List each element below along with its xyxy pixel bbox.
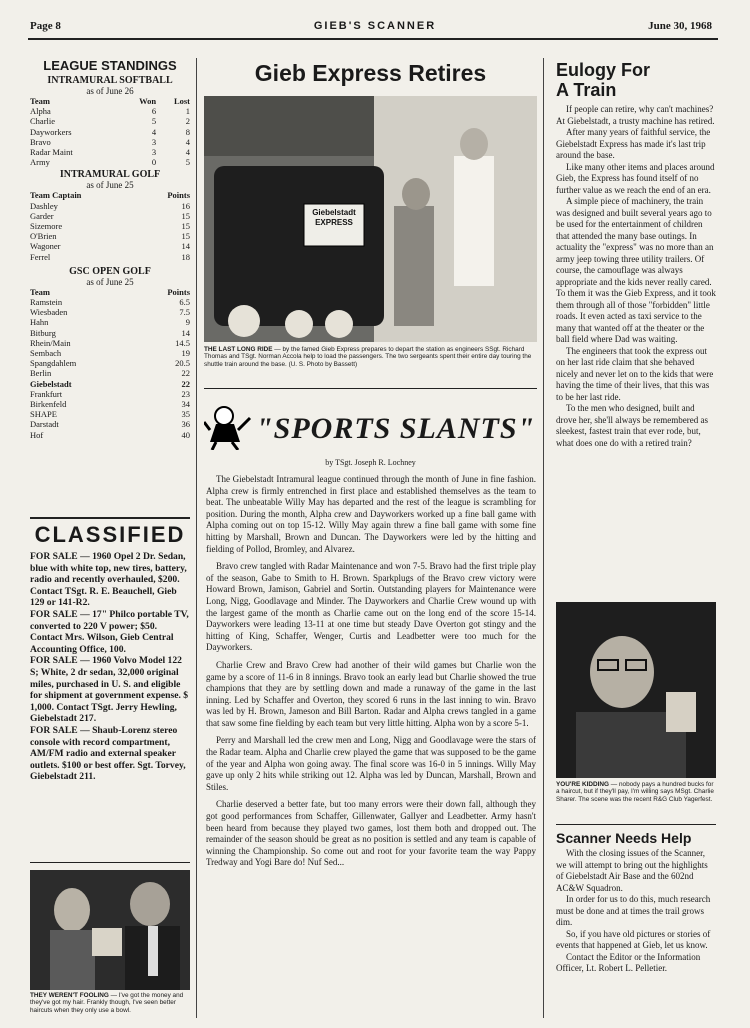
- haircut-photo: [30, 870, 190, 990]
- header-rule: [28, 38, 718, 40]
- table-cell: Berlin: [30, 368, 52, 379]
- article-paragraph: Perry and Marshall led the crew men and Long, Nigg and Goodlavage were the stars of the Radar team. Alpha and Charlie crew played the game that was supposed to be the game of the year and Alpha won going away. The final score was 16-0 in 5 innings. Willy May gave up only 2 hits while striking out 12. Alpha was led by Duncan, Marshall, Brown and Stiles.: [206, 735, 536, 792]
- standings-title: LEAGUE STANDINGS: [43, 58, 177, 73]
- table-cell: 19: [181, 348, 190, 359]
- table-cell: Giebelstadt: [30, 378, 72, 389]
- table-cell: Hof: [30, 429, 44, 440]
- open-golf-title: GSC OPEN GOLF: [69, 265, 151, 277]
- table-cell: 15: [181, 221, 190, 232]
- table-row: [30, 211, 190, 221]
- table-row: [30, 358, 190, 368]
- table-cell: 5: [185, 157, 190, 168]
- table-cell: Ferrel: [30, 251, 51, 262]
- section-rule: [30, 862, 190, 863]
- league-standings: [30, 58, 190, 440]
- classified-ads: [30, 551, 190, 783]
- article-paragraph: So, if you have old pictures or stories of events that happened at Gieb, let us know.: [556, 928, 711, 950]
- table-cell: 6.5: [179, 297, 190, 308]
- table-cell: Radar Maint: [30, 147, 73, 158]
- eulogy-section: [556, 60, 716, 449]
- table-cell: 5: [151, 116, 157, 127]
- table-cell: Hahn: [30, 317, 49, 328]
- table-cell: 14.5: [175, 337, 190, 348]
- needs-help-section: [556, 830, 716, 975]
- table-cell: 36: [181, 419, 190, 430]
- table-row: [30, 389, 190, 399]
- express-sign: Giebelstadt EXPRESS: [312, 208, 356, 227]
- table-cell: 1: [185, 106, 190, 117]
- table-cell: Rhein/Main: [30, 337, 71, 348]
- sports-title: "SPORTS SLANTS": [256, 412, 536, 445]
- kidding-photo: [556, 602, 716, 778]
- table-row: [30, 338, 190, 348]
- classified-ad: FOR SALE — 1960 Opel 2 Dr. Sedan, blue with white top, new tires, battery, radio and recently overhauled, $200. Contact TSgt. R. E. Beauchell, Gieb 129 or 141-R2.: [30, 551, 187, 609]
- softball-title: INTRAMURAL SOFTBALL: [47, 75, 173, 86]
- section-rule: [204, 388, 537, 389]
- table-row: [30, 297, 190, 307]
- table-cell: 9: [185, 317, 190, 328]
- column-header: Lost: [173, 96, 190, 106]
- article-paragraph: A simple piece of machinery, the train was designed and built several years ago to be used for the entertainment of children that attended the many base outings. In actuality the "express" was no more than an army jeep towing three utility trailers. Of course, the camouflage was always appropriate and the kids never really cared. To them it was the Gieb Express, and it took them through all of those "forbidden" little roads. It even acted as taxi service to the many that wanted off at the theater or the ball field where Dad was waiting.: [556, 196, 716, 344]
- table-cell: Wagoner: [30, 241, 61, 252]
- column-header: Team Captain: [30, 190, 82, 201]
- golf-title: INTRAMURAL GOLF: [59, 169, 161, 181]
- express-photo: [204, 96, 537, 342]
- article-paragraph: Charlie Crew and Bravo Crew had another of their wild games but Charlie won the game by a score of 11-6 in 8 innings. Bravo took an early lead but Charlie showed the true champions that they are by settling down and made a runaway of the game in the last inning. Led by Schaffer and Overton, they scored 6 runs in the last inning to win. Bravo was led by H. Brown, Jameson and Bill Barton. Radar and Alpha crews tangled in a game that saw some fine fielding by each team but very little hitting. Alpha won by a score 5-1.: [206, 659, 536, 728]
- needs-help-title: Scanner Needs Help: [556, 830, 692, 846]
- table-row: [30, 379, 190, 389]
- table-cell: Spangdahlem: [30, 358, 77, 369]
- table-row: [30, 137, 190, 147]
- page-number: Page 8: [30, 20, 61, 32]
- paper-name: GIEB'S SCANNER: [313, 20, 437, 32]
- column-rule: [543, 58, 544, 1018]
- classified-section: [30, 522, 190, 783]
- column-header: Team: [30, 96, 50, 106]
- table-row: [30, 368, 190, 378]
- needs-help-article: [556, 848, 716, 975]
- classified-title: CLASSIFIED: [34, 522, 186, 547]
- table-row: [30, 201, 190, 211]
- article-paragraph: Bravo crew tangled with Radar Maintenance and won 7-5. Bravo had the first triple play of the season, Gabe to Smith to H. Brown. Sparkplugs of the Bravo crew victory were Howard Brown, Jamison, Gabriel and Sortin. Outstanding players for Maintenance were Long, Nigg, Goodlavage and Minder. The Dayworkers and Charlie Crew wound up with the largest game of the month as Charlie came out on the long end of the score 15-14. Dayworkers were leading 13-11 at one time but steady Dave Overton got stingy and the hitting of King, Schaffer, Wenger, Curtis and Leadbetter were too much for the Dayworkers.: [206, 561, 536, 653]
- eulogy-article: [556, 104, 716, 449]
- table-row: [30, 348, 190, 358]
- table-cell: 3: [151, 136, 157, 147]
- classified-ad: FOR SALE — 17" Philco portable TV, converted to 220 V power; $50. Contact Mrs. Wilson, Gieb Central Accounting Office, 100.: [30, 608, 189, 655]
- table-row: [30, 231, 190, 241]
- table-cell: 14: [181, 327, 190, 338]
- table-cell: 15: [181, 231, 190, 242]
- section-rule: [556, 824, 716, 825]
- article-paragraph: If people can retire, why can't machines? At Giebelstadt, a trusty machine has retired.: [556, 104, 715, 126]
- mascot-icon: [204, 404, 254, 450]
- table-cell: 0: [151, 157, 157, 168]
- golf-table: [30, 190, 190, 261]
- classified-ad: FOR SALE — Shaub-Lorenz stereo console with record compartment, AM/FM radio and external speaker outlets. $100 or best offer. Sgt. Torvey, Giebelstadt 211.: [30, 724, 186, 783]
- table-cell: 40: [181, 429, 190, 440]
- table-cell: 15: [181, 210, 190, 221]
- table-cell: 22: [181, 368, 190, 379]
- article-paragraph: With the closing issues of the Scanner, we will attempt to bring out the highlights of Giebelstadt Air Base and the 602nd AC&W Squadron.: [556, 848, 708, 893]
- column-header: Points: [167, 190, 190, 201]
- article-paragraph: The Giebelstadt Intramural league continued through the month of June in fine fashion. Alpha crew is firmly entrenched in first place and established themselves as the team to beat. The unbeatable Willy May has departed and the rest of the league is scrambling for position. During the month, Alpha crew and Dayworkers worked up a fine ball game with Alpha coming out on top 15-12. Willy May again threw a fine ball game with some fine hitting by Marshall, Brown and Duncan. The Dayworkers were led by the hitting and fielding of Pollod, Bromley, and Alvarez.: [206, 474, 536, 554]
- table-cell: 4: [185, 136, 190, 147]
- article-paragraph: After many years of faithful service, the Giebelstadt Express has made it's last trip around the base.: [556, 127, 711, 160]
- express-caption: THE LAST LONG RIDE — by the famed Gieb Express prepares to depart the station as engineers SSgt. Richard Thomas and TSgt. Norman Accola help to load the passengers. The two sergeants spent their entire day touring the shuttle train around the base. (U. S. Photo by Bassett): [204, 346, 532, 368]
- table-row: [30, 127, 190, 137]
- table-cell: O'Brien: [30, 231, 57, 242]
- table-cell: Bitburg: [30, 327, 56, 338]
- table-cell: 2: [185, 116, 190, 127]
- table-cell: 8: [185, 126, 190, 137]
- table-row: [30, 317, 190, 327]
- table-cell: 35: [181, 409, 190, 420]
- article-paragraph: Contact the Editor or the Information Officer, Lt. Robert L. Pelletier.: [556, 951, 701, 973]
- table-cell: Bravo: [30, 136, 51, 147]
- table-cell: Army: [30, 157, 50, 168]
- eulogy-title: Eulogy For A Train: [556, 60, 650, 100]
- table-cell: 22: [181, 378, 190, 389]
- table-row: [30, 307, 190, 317]
- table-row: [30, 328, 190, 338]
- express-headline: Gieb Express Retires: [254, 60, 487, 86]
- table-cell: 4: [151, 126, 157, 137]
- table-cell: Birkenfeld: [30, 399, 67, 410]
- table-cell: Ramstein: [30, 297, 63, 308]
- column-header: Points: [167, 286, 190, 297]
- table-row: [30, 221, 190, 231]
- kidding-photo-caption: YOU'RE KIDDING — nobody pays a hundred bucks for a haircut, but if they'll pay, I'm willing says MSgt. Charlie Sharer. The scene was the recent R&G Club Yagerfest.: [556, 781, 714, 803]
- table-cell: SHAPE: [30, 409, 57, 420]
- table-row: [30, 419, 190, 429]
- table-cell: 7.5: [179, 307, 190, 318]
- table-cell: Sembach: [30, 348, 62, 359]
- table-cell: 20.5: [175, 358, 190, 369]
- article-paragraph: Like many other items and places around Gieb, the Express has found itself of no further value as we reach the end of an era.: [556, 161, 715, 195]
- open-golf-table: [30, 287, 190, 440]
- section-rule: [30, 517, 190, 519]
- table-cell: 18: [181, 251, 190, 262]
- table-cell: Charlie: [30, 116, 56, 127]
- table-cell: Wiesbaden: [30, 307, 68, 318]
- golf-date: as of June 25: [86, 180, 134, 191]
- table-cell: Alpha: [30, 106, 51, 117]
- table-row: [30, 409, 190, 419]
- table-cell: Dashley: [30, 200, 58, 211]
- table-cell: Dayworkers: [30, 126, 72, 137]
- haircut-photo-caption: THEY WEREN'T FOOLING — I've got the money and they've got my hair. Frankly though, I've seen better haircuts when they only use a bowl.: [30, 992, 184, 1014]
- issue-date: June 30, 1968: [648, 20, 712, 32]
- table-row: [30, 106, 190, 116]
- article-paragraph: Charlie deserved a better fate, but too many errors were their down fall, although they got good performances from Schaffer, Gillenwater, Gallyer and Leadbetter. Army hasn't been heard from because they played two games, lost them both and dropped out. The remainder of the season should be great as no position is settled and any team is capable of winning the Championship. So come out and root for your favorite team the way Pappy Tredway and Yogi Bare do! Nuf Sed...: [206, 799, 536, 868]
- table-cell: 6: [151, 106, 157, 117]
- table-cell: 16: [181, 200, 190, 211]
- softball-table: [30, 96, 190, 167]
- table-cell: 23: [181, 388, 190, 399]
- column-rule: [196, 58, 197, 1018]
- article-paragraph: The engineers that took the express out on her last ride claim that she behaved nicely and never let on to the kids that were having the time of their lives, that this was to be her last ride.: [556, 345, 714, 402]
- table-cell: Garder: [30, 210, 54, 221]
- sports-article: [206, 474, 536, 875]
- table-row: [30, 157, 190, 167]
- open-golf-date: as of June 25: [86, 276, 134, 287]
- table-cell: 3: [151, 147, 157, 158]
- table-row: [30, 116, 190, 126]
- sports-byline: by TSgt. Joseph R. Lochney: [325, 458, 416, 467]
- column-header: Won: [139, 96, 157, 106]
- classified-ad: FOR SALE — 1960 Volvo Model 122 S; White, 2 dr sedan, 32,000 original miles, purchased in U. S. and eligible for shipment at government expense. $ 1,000. Contact TSgt. Jerry Hewling, Giebelstadt 217.: [30, 655, 189, 725]
- article-paragraph: In order for us to do this, much research must be done and at times the trail grows dim.: [556, 894, 711, 927]
- table-row: [30, 399, 190, 409]
- table-cell: Frankfurt: [30, 388, 63, 399]
- table-row: [30, 252, 190, 262]
- table-row: [30, 241, 190, 251]
- table-cell: 14: [181, 241, 190, 252]
- table-row: [30, 147, 190, 157]
- table-cell: 34: [181, 399, 190, 410]
- article-paragraph: To the men who designed, built and drove her, she'll always be remembered as sleekest, fastest train that ever rode, but, what does one do with a retired train?: [556, 403, 708, 448]
- table-cell: 4: [185, 147, 190, 158]
- column-header: Team: [30, 286, 50, 297]
- table-cell: Darstadt: [30, 419, 59, 430]
- softball-date: as of June 26: [86, 86, 134, 96]
- table-row: [30, 430, 190, 440]
- table-cell: Sizemore: [30, 221, 63, 232]
